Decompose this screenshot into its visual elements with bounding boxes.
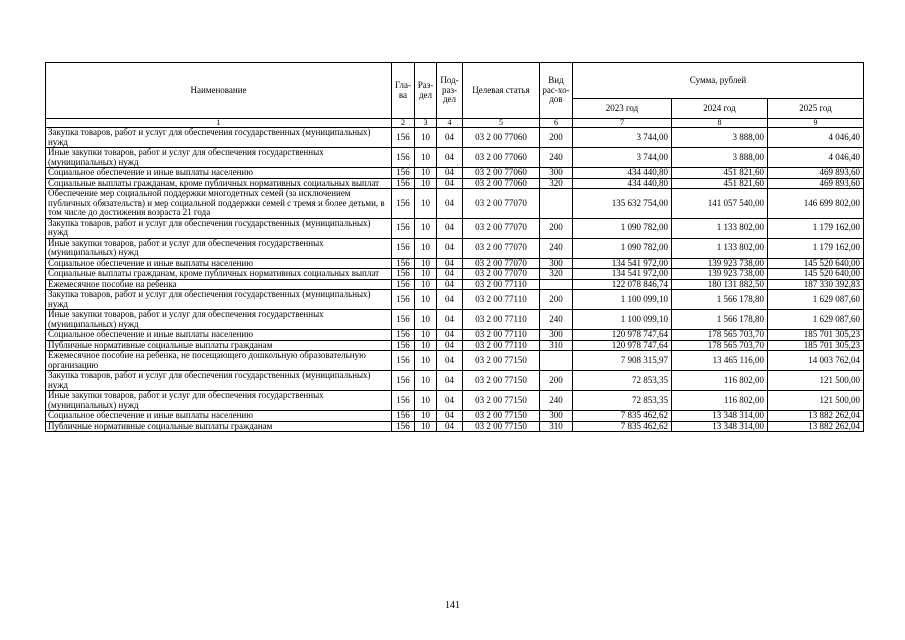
cell-subsection: 04 [437, 340, 463, 351]
cell-kind [540, 351, 573, 371]
cell-target: 03 2 00 77150 [463, 351, 540, 371]
cell-kind: 310 [540, 421, 573, 432]
table-row [46, 391, 864, 411]
cell-sum-2024: 139 923 738,00 [672, 258, 768, 269]
header-year-2023: 2023 год [573, 99, 672, 119]
cell-target: 03 2 00 77110 [463, 290, 540, 310]
cell-kind: 240 [540, 148, 573, 168]
cell-sum-2025: 187 330 392,83 [768, 279, 864, 290]
cell-section: 10 [415, 290, 437, 310]
cell-name: Социальное обеспечение и иные выплаты населению [46, 330, 392, 341]
cell-section: 10 [415, 178, 437, 189]
table-row [46, 290, 864, 310]
column-number-cell: 2 [392, 119, 415, 128]
cell-chapter: 156 [392, 218, 415, 238]
cell-target: 03 2 00 77150 [463, 421, 540, 432]
cell-sum-2024: 13 348 314,00 [672, 411, 768, 422]
cell-target: 03 2 00 77110 [463, 330, 540, 341]
cell-chapter: 156 [392, 168, 415, 179]
cell-sum-2024: 1 133 802,00 [672, 218, 768, 238]
table-row [46, 168, 864, 179]
cell-kind: 240 [540, 238, 573, 258]
page-number: 141 [445, 600, 460, 611]
cell-section: 10 [415, 421, 437, 432]
cell-sum-2024: 451 821,60 [672, 168, 768, 179]
cell-target: 03 2 00 77150 [463, 391, 540, 411]
cell-chapter: 156 [392, 351, 415, 371]
cell-target: 03 2 00 77060 [463, 168, 540, 179]
cell-sum-2023: 1 100 099,10 [573, 290, 672, 310]
table-row [46, 178, 864, 189]
cell-name: Иные закупки товаров, работ и услуг для обеспечения государственных (муниципальных) нужд [46, 238, 392, 258]
table-row [46, 269, 864, 280]
cell-target: 03 2 00 77150 [463, 411, 540, 422]
cell-section: 10 [415, 351, 437, 371]
cell-sum-2024: 1 133 802,00 [672, 238, 768, 258]
cell-sum-2025: 185 701 305,23 [768, 340, 864, 351]
cell-sum-2024: 116 802,00 [672, 371, 768, 391]
header-kind: Вид рас-хо-дов [540, 63, 573, 119]
cell-sum-2023: 434 440,80 [573, 178, 672, 189]
header-year-2024: 2024 год [672, 99, 768, 119]
cell-target: 03 2 00 77070 [463, 269, 540, 280]
cell-name: Закупка товаров, работ и услуг для обеспечения государственных (муниципальных) нужд [46, 128, 392, 148]
cell-name: Социальные выплаты гражданам, кроме публичных нормативных социальных выплат [46, 178, 392, 189]
cell-kind: 300 [540, 168, 573, 179]
cell-kind: 200 [540, 128, 573, 148]
cell-name: Ежемесячное пособие на ребенка, не посещающего дошкольную образовательную организацию [46, 351, 392, 371]
column-number-cell: 3 [415, 119, 437, 128]
cell-sum-2025: 14 003 762,04 [768, 351, 864, 371]
cell-section: 10 [415, 189, 437, 219]
cell-sum-2023: 120 978 747,64 [573, 330, 672, 341]
table-row [46, 310, 864, 330]
cell-section: 10 [415, 258, 437, 269]
cell-sum-2023: 1 100 099,10 [573, 310, 672, 330]
cell-chapter: 156 [392, 310, 415, 330]
cell-sum-2024: 3 888,00 [672, 148, 768, 168]
cell-name: Закупка товаров, работ и услуг для обеспечения государственных (муниципальных) нужд [46, 290, 392, 310]
cell-chapter: 156 [392, 189, 415, 219]
cell-kind: 320 [540, 178, 573, 189]
table-row [46, 340, 864, 351]
cell-target: 03 2 00 77070 [463, 218, 540, 238]
cell-kind: 300 [540, 258, 573, 269]
cell-name: Закупка товаров, работ и услуг для обеспечения государственных (муниципальных) нужд [46, 371, 392, 391]
cell-chapter: 156 [392, 238, 415, 258]
cell-sum-2024: 13 348 314,00 [672, 421, 768, 432]
cell-subsection: 04 [437, 391, 463, 411]
cell-sum-2023: 122 078 846,74 [573, 279, 672, 290]
table-row [46, 238, 864, 258]
cell-sum-2024: 178 565 703,70 [672, 340, 768, 351]
cell-section: 10 [415, 391, 437, 411]
cell-target: 03 2 00 77060 [463, 148, 540, 168]
cell-name: Иные закупки товаров, работ и услуг для обеспечения государственных (муниципальных) нужд [46, 310, 392, 330]
table-row [46, 148, 864, 168]
cell-kind: 240 [540, 391, 573, 411]
column-number-cell: 1 [46, 119, 392, 128]
cell-chapter: 156 [392, 421, 415, 432]
cell-sum-2023: 434 440,80 [573, 168, 672, 179]
cell-sum-2025: 469 893,60 [768, 178, 864, 189]
cell-target: 03 2 00 77060 [463, 178, 540, 189]
cell-sum-2023: 3 744,00 [573, 128, 672, 148]
header-year-2025: 2025 год [768, 99, 864, 119]
cell-name: Обеспечение мер социальной поддержки многодетных семей (за исключением публичных обязательств) и мер социальной поддержки семей с тремя и более детьми, в том числе до достижения возраста 21 года [46, 189, 392, 219]
cell-section: 10 [415, 411, 437, 422]
cell-sum-2025: 1 629 087,60 [768, 310, 864, 330]
cell-sum-2024: 3 888,00 [672, 128, 768, 148]
cell-subsection: 04 [437, 411, 463, 422]
cell-sum-2024: 1 566 178,80 [672, 310, 768, 330]
cell-kind: 240 [540, 310, 573, 330]
cell-kind: 320 [540, 269, 573, 280]
cell-target: 03 2 00 77110 [463, 310, 540, 330]
cell-subsection: 04 [437, 290, 463, 310]
cell-subsection: 04 [437, 189, 463, 219]
cell-name: Социальное обеспечение и иные выплаты населению [46, 258, 392, 269]
cell-subsection: 04 [437, 330, 463, 341]
cell-name: Социальное обеспечение и иные выплаты населению [46, 411, 392, 422]
cell-subsection: 04 [437, 279, 463, 290]
column-number-cell: 5 [463, 119, 540, 128]
cell-sum-2023: 72 853,35 [573, 371, 672, 391]
column-number-cell: 6 [540, 119, 573, 128]
cell-sum-2023: 1 090 782,00 [573, 218, 672, 238]
cell-target: 03 2 00 77070 [463, 238, 540, 258]
cell-section: 10 [415, 128, 437, 148]
cell-section: 10 [415, 148, 437, 168]
cell-sum-2024: 1 566 178,80 [672, 290, 768, 310]
cell-chapter: 156 [392, 340, 415, 351]
cell-sum-2024: 141 057 540,00 [672, 189, 768, 219]
cell-chapter: 156 [392, 178, 415, 189]
cell-subsection: 04 [437, 178, 463, 189]
header-chapter: Гла-ва [392, 63, 415, 119]
cell-target: 03 2 00 77110 [463, 279, 540, 290]
cell-section: 10 [415, 330, 437, 341]
cell-sum-2025: 1 629 087,60 [768, 290, 864, 310]
cell-kind: 200 [540, 218, 573, 238]
cell-subsection: 04 [437, 351, 463, 371]
cell-sum-2023: 134 541 972,00 [573, 258, 672, 269]
table-row [46, 330, 864, 341]
table-row [46, 371, 864, 391]
cell-subsection: 04 [437, 148, 463, 168]
cell-target: 03 2 00 77150 [463, 371, 540, 391]
cell-kind: 200 [540, 371, 573, 391]
cell-chapter: 156 [392, 148, 415, 168]
header-sum: Сумма, рублей [573, 63, 864, 99]
column-number-cell: 7 [573, 119, 672, 128]
cell-sum-2024: 139 923 738,00 [672, 269, 768, 280]
cell-sum-2025: 1 179 162,00 [768, 238, 864, 258]
cell-sum-2024: 116 802,00 [672, 391, 768, 411]
cell-sum-2025: 145 520 640,00 [768, 269, 864, 280]
cell-section: 10 [415, 218, 437, 238]
cell-kind: 300 [540, 411, 573, 422]
table-row [46, 258, 864, 269]
cell-section: 10 [415, 371, 437, 391]
cell-sum-2023: 134 541 972,00 [573, 269, 672, 280]
header-subsection: Под-раз-дел [437, 63, 463, 119]
cell-sum-2023: 7 835 462,62 [573, 411, 672, 422]
cell-section: 10 [415, 310, 437, 330]
cell-name: Иные закупки товаров, работ и услуг для обеспечения государственных (муниципальных) нужд [46, 148, 392, 168]
cell-sum-2025: 4 046,40 [768, 148, 864, 168]
cell-sum-2024: 178 565 703,70 [672, 330, 768, 341]
cell-sum-2025: 13 882 262,04 [768, 421, 864, 432]
cell-sum-2025: 4 046,40 [768, 128, 864, 148]
cell-sum-2024: 13 465 116,00 [672, 351, 768, 371]
cell-section: 10 [415, 269, 437, 280]
column-number-cell: 4 [437, 119, 463, 128]
cell-sum-2023: 7 908 315,97 [573, 351, 672, 371]
cell-chapter: 156 [392, 371, 415, 391]
cell-sum-2025: 185 701 305,23 [768, 330, 864, 341]
cell-chapter: 156 [392, 391, 415, 411]
cell-section: 10 [415, 168, 437, 179]
cell-name: Иные закупки товаров, работ и услуг для обеспечения государственных (муниципальных) нужд [46, 391, 392, 411]
cell-name: Закупка товаров, работ и услуг для обеспечения государственных (муниципальных) нужд [46, 218, 392, 238]
cell-kind [540, 189, 573, 219]
cell-sum-2023: 7 835 462,62 [573, 421, 672, 432]
cell-sum-2024: 451 821,60 [672, 178, 768, 189]
cell-sum-2025: 146 699 802,00 [768, 189, 864, 219]
cell-chapter: 156 [392, 411, 415, 422]
cell-chapter: 156 [392, 269, 415, 280]
cell-kind [540, 279, 573, 290]
table-row [46, 218, 864, 238]
cell-sum-2025: 121 500,00 [768, 391, 864, 411]
cell-target: 03 2 00 77070 [463, 258, 540, 269]
cell-sum-2023: 135 632 754,00 [573, 189, 672, 219]
cell-subsection: 04 [437, 269, 463, 280]
cell-name: Публичные нормативные социальные выплаты гражданам [46, 421, 392, 432]
cell-subsection: 04 [437, 168, 463, 179]
cell-chapter: 156 [392, 279, 415, 290]
cell-kind: 200 [540, 290, 573, 310]
cell-subsection: 04 [437, 258, 463, 269]
table-row [46, 128, 864, 148]
cell-kind: 310 [540, 340, 573, 351]
budget-table [45, 62, 864, 432]
cell-subsection: 04 [437, 128, 463, 148]
cell-sum-2025: 469 893,60 [768, 168, 864, 179]
cell-chapter: 156 [392, 290, 415, 310]
cell-name: Социальное обеспечение и иные выплаты населению [46, 168, 392, 179]
cell-target: 03 2 00 77110 [463, 340, 540, 351]
cell-sum-2025: 13 882 262,04 [768, 411, 864, 422]
table-body [46, 119, 864, 432]
cell-sum-2024: 180 131 882,50 [672, 279, 768, 290]
table-row [46, 411, 864, 422]
cell-subsection: 04 [437, 310, 463, 330]
cell-sum-2025: 1 179 162,00 [768, 218, 864, 238]
cell-target: 03 2 00 77070 [463, 189, 540, 219]
cell-subsection: 04 [437, 218, 463, 238]
table-row [46, 189, 864, 219]
cell-kind: 300 [540, 330, 573, 341]
column-number-cell: 9 [768, 119, 864, 128]
table-row [46, 279, 864, 290]
cell-subsection: 04 [437, 238, 463, 258]
header-section: Раз-дел [415, 63, 437, 119]
cell-sum-2025: 121 500,00 [768, 371, 864, 391]
table-row [46, 351, 864, 371]
cell-sum-2025: 145 520 640,00 [768, 258, 864, 269]
cell-sum-2023: 120 978 747,64 [573, 340, 672, 351]
cell-name: Ежемесячное пособие на ребенка [46, 279, 392, 290]
header-name: Наименование [46, 63, 392, 119]
table-row [46, 421, 864, 432]
cell-chapter: 156 [392, 330, 415, 341]
cell-sum-2023: 1 090 782,00 [573, 238, 672, 258]
cell-sum-2023: 72 853,35 [573, 391, 672, 411]
cell-subsection: 04 [437, 371, 463, 391]
cell-subsection: 04 [437, 421, 463, 432]
cell-chapter: 156 [392, 258, 415, 269]
cell-name: Социальные выплаты гражданам, кроме публичных нормативных социальных выплат [46, 269, 392, 280]
cell-section: 10 [415, 279, 437, 290]
header-target: Целевая статья [463, 63, 540, 119]
cell-section: 10 [415, 340, 437, 351]
cell-target: 03 2 00 77060 [463, 128, 540, 148]
cell-sum-2023: 3 744,00 [573, 148, 672, 168]
column-number-cell: 8 [672, 119, 768, 128]
cell-name: Публичные нормативные социальные выплаты гражданам [46, 340, 392, 351]
cell-chapter: 156 [392, 128, 415, 148]
cell-section: 10 [415, 238, 437, 258]
